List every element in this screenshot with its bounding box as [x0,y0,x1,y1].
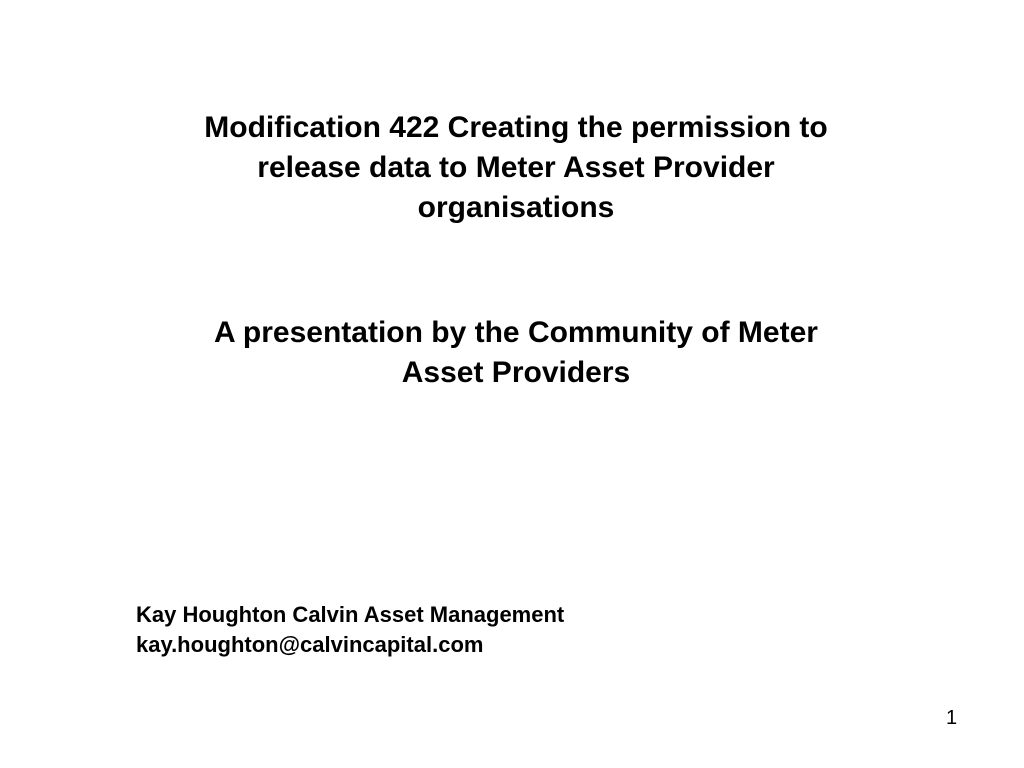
page-number: 1 [946,707,958,729]
subtitle-line: Asset Providers [401,356,631,389]
author-block [136,600,564,660]
subtitle-line: A presentation by the Community of Meter [214,316,818,349]
slide-title [150,108,882,228]
title-line: organisations [417,191,615,224]
author-name: Kay Houghton Calvin Asset Management [136,602,565,627]
title-line: Modification 422 Creating the permission to [204,111,828,144]
title-line: release data to Meter Asset Provider [257,151,775,184]
author-email: kay.houghton@calvincapital.com [136,632,484,657]
slide-subtitle [150,313,882,393]
